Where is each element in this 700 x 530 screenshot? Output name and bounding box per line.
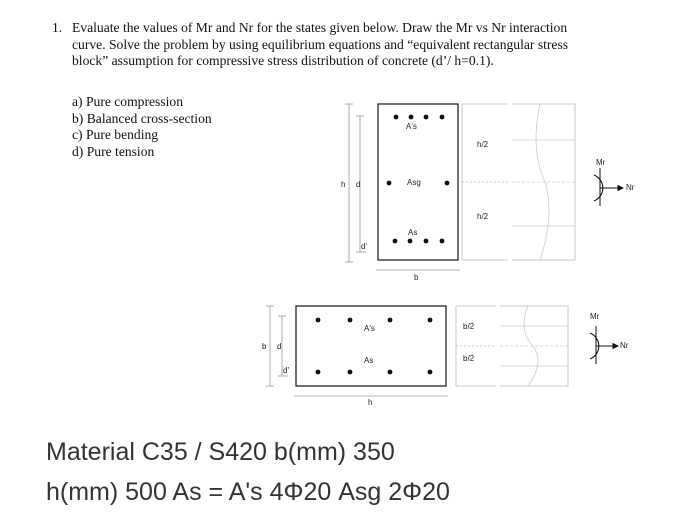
problem-line-2: curve. Solve the problem by using equilibrium equations and “equivalent rectangular stress: [72, 36, 569, 52]
rebar2-top-4: [428, 318, 433, 323]
label-half-top: h/2: [477, 140, 489, 149]
label2-d: d: [277, 342, 282, 351]
label-bot-steel: As: [408, 228, 418, 237]
rebar-top-1: [394, 115, 399, 120]
label2-axial: Nr: [620, 341, 629, 350]
rebar-bot-3: [424, 239, 429, 244]
rebar-top-2: [409, 115, 414, 120]
option-balanced: b) Balanced cross-section: [72, 110, 212, 126]
label-half-bottom: h/2: [477, 212, 489, 221]
label-width-b: b: [414, 273, 419, 282]
rebar-bot-4: [440, 239, 445, 244]
rebar2-top-3: [388, 318, 393, 323]
problem-line-1: Evaluate the values of Mr and Nr for the states given below. Draw the Mr vs Nr interaction: [72, 20, 568, 35]
label2-top-steel: A's: [364, 324, 375, 333]
label2-moment: Mr: [590, 312, 600, 321]
option-pure-bending: c) Pure bending: [72, 127, 159, 142]
rebar2-bot-3: [388, 370, 393, 375]
label2-width-h: h: [368, 398, 373, 407]
label2-d-prime: d': [283, 366, 289, 375]
material-info: [46, 432, 450, 512]
rebar2-bot-1: [316, 370, 321, 375]
label-d-prime: d': [361, 242, 367, 251]
label2-bot-steel: As: [364, 356, 374, 365]
rebar-bot-2: [408, 239, 413, 244]
problem-number: 1.: [52, 20, 63, 35]
rebar-bot-1: [393, 239, 398, 244]
label-d: d: [356, 180, 361, 189]
diagram-1: [345, 104, 623, 270]
label2-b: b: [262, 342, 267, 351]
label2-half-bottom: b/2: [463, 354, 475, 363]
material-line-2: h(mm) 500 As = A's 4Φ20 Asg 2Φ20: [46, 478, 450, 506]
diagram-2: [266, 306, 618, 396]
label-h: h: [341, 180, 346, 189]
rebar-top-3: [424, 115, 429, 120]
option-pure-compression: a) Pure compression: [72, 94, 183, 109]
material-line-1: Material C35 / S420 b(mm) 350: [46, 438, 395, 466]
option-pure-tension: d) Pure tension: [72, 143, 155, 159]
rebar2-bot-2: [348, 370, 353, 375]
label-mid-steel: Asg: [407, 178, 421, 187]
rebar-mid-1: [387, 181, 392, 186]
rebar2-top-1: [316, 318, 321, 323]
label2-half-top: b/2: [463, 322, 475, 331]
rebar-top-4: [440, 115, 445, 120]
rebar-mid-2: [445, 181, 450, 186]
label-axial: Nr: [626, 183, 635, 192]
rebar2-bot-4: [428, 370, 433, 375]
label-top-steel: A's: [406, 122, 417, 131]
problem-line-3: block” assumption for compressive stress distribution of concrete (d’/ h=0.1).: [72, 53, 494, 68]
rebar2-top-2: [348, 318, 353, 323]
label-moment: Mr: [596, 158, 606, 167]
